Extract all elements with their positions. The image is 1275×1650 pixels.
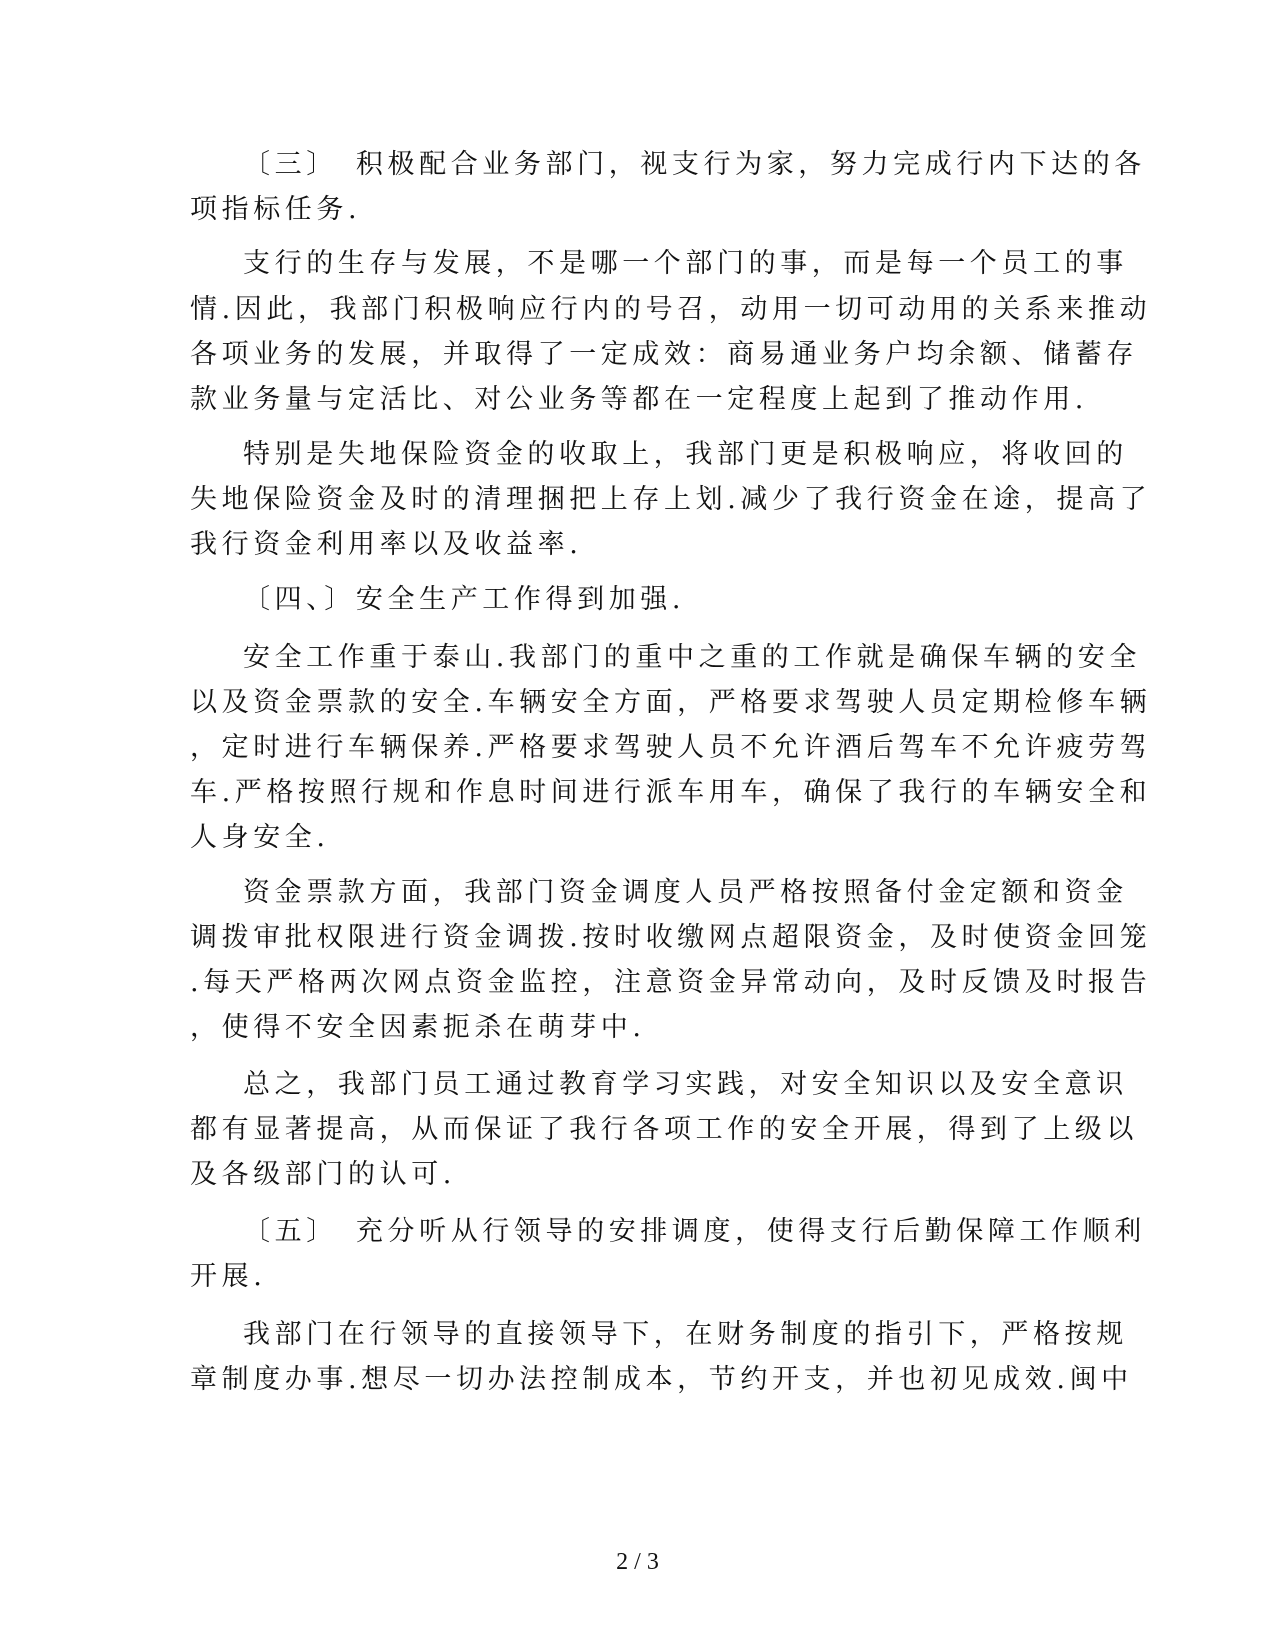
text-line: 人身安全.: [190, 822, 330, 853]
text-line: 我部门在行领导的直接领导下，在财务制度的指引下，严格按规: [243, 1319, 1128, 1350]
text-line: ，使得不安全因素扼杀在萌芽中.: [190, 1012, 646, 1043]
text-line: 及各级部门的认可.: [190, 1159, 456, 1190]
text-line: 开展.: [190, 1261, 267, 1292]
text-line: 支行的生存与发展，不是哪一个部门的事，而是每一个员工的事: [243, 248, 1128, 279]
text-line: 失地保险资金及时的清理捆把上存上划.减少了我行资金在途，提高了: [190, 484, 1152, 515]
section-heading: 〔五〕 充分听从行领导的安排调度，使得支行后勤保障工作顺利: [243, 1216, 1146, 1247]
text-line: 项指标任务.: [190, 194, 362, 225]
text-line: 都有显著提高，从而保证了我行各项工作的安全开展，得到了上级以: [190, 1114, 1138, 1145]
text-line: .每天严格两次网点资金监控，注意资金异常动向，及时反馈及时报告: [190, 967, 1152, 998]
text-line: 各项业务的发展，并取得了一定成效：商易通业务户均余额、储蓄存: [190, 339, 1138, 370]
text-line: 情.因此，我部门积极响应行内的号召，动用一切可动用的关系来推动: [190, 294, 1152, 325]
text-line: 款业务量与定活比、对公业务等都在一定程度上起到了推动作用.: [190, 384, 1088, 415]
text-line: 章制度办事.想尽一切办法控制成本，节约开支，并也初见成效.闽中: [190, 1364, 1133, 1395]
text-line: 资金票款方面，我部门资金调度人员严格按照备付金定额和资金: [243, 877, 1128, 908]
text-line: 总之，我部门员工通过教育学习实践，对安全知识以及安全意识: [243, 1069, 1128, 1100]
text-line: 以及资金票款的安全.车辆安全方面，严格要求驾驶人员定期检修车辆: [190, 687, 1152, 718]
page-number: 2 / 3: [616, 1549, 659, 1575]
text-line: 调拨审批权限进行资金调拨.按时收缴网点超限资金，及时使资金回笼: [190, 922, 1152, 953]
text-line: 特别是失地保险资金的收取上，我部门更是积极响应，将收回的: [243, 439, 1128, 470]
text-line: 〔三〕 积极配合业务部门，视支行为家，努力完成行内下达的各: [243, 149, 1146, 180]
text-line: 车.严格按照行规和作息时间进行派车用车，确保了我行的车辆安全和: [190, 777, 1152, 808]
text-line: 安全工作重于泰山.我部门的重中之重的工作就是确保车辆的安全: [243, 642, 1141, 673]
text-line: 我行资金利用率以及收益率.: [190, 529, 583, 560]
section-heading: 〔四、〕安全生产工作得到加强.: [243, 584, 686, 615]
text-line: ，定时进行车辆保养.严格要求驾驶人员不允许酒后驾车不允许疲劳驾: [190, 732, 1152, 763]
